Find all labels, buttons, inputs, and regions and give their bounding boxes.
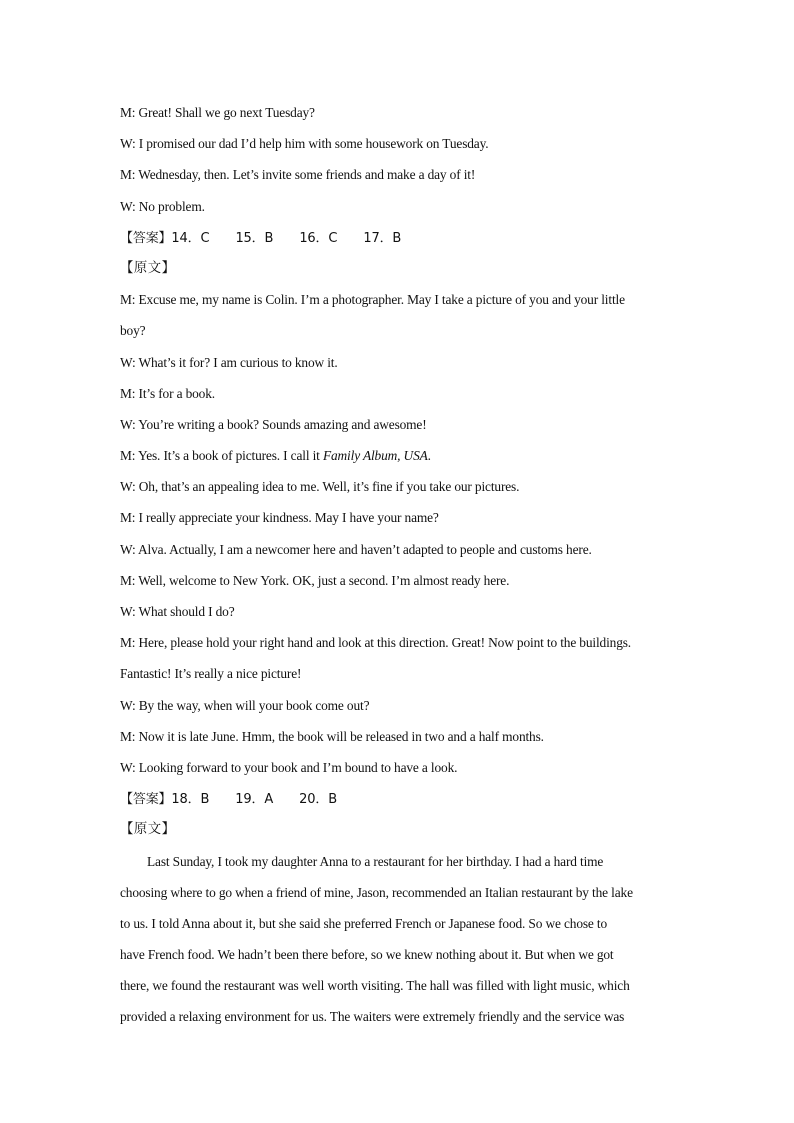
answer-row — [120, 222, 673, 253]
answer-item: 18．B — [171, 792, 210, 808]
dialogue-line — [120, 440, 673, 471]
dialogue-line: W: I promised our dad I’d help him with some housework on Tuesday. — [120, 136, 489, 152]
dialogue-line: M: Well, welcome to New York. OK, just a second. I’m almost ready here. — [120, 572, 510, 588]
passage-line: have French food. We hadn’t been there before, so we knew nothing about it. But when we got — [120, 947, 614, 963]
dialogue-line: W: No problem. — [120, 198, 205, 214]
document-body — [120, 97, 673, 1033]
dialogue-line: M: It’s for a book. — [120, 385, 215, 401]
dialogue-line: W: What should I do? — [120, 604, 235, 619]
dialogue-line: M: Excuse me, my name is Colin. I’m a photographer. May I take a picture of you and your little — [120, 292, 625, 308]
answer-item: 17．B — [363, 230, 402, 246]
book-title: Family Album, USA — [322, 448, 428, 464]
dialogue-line: W: By the way, when will your book come out? — [120, 697, 370, 713]
answer-label: 【答案】 — [120, 230, 172, 246]
answer-label: 【答案】 — [120, 792, 172, 808]
dialogue-line: M: Great! Shall we go next Tuesday? — [120, 105, 315, 120]
dialogue-line: M: Here, please hold your right hand and look at this direction. Great! Now point to the buildings. — [120, 635, 632, 651]
dialogue-line: W: You’re writing a book? Sounds amazing and awesome! — [120, 416, 427, 432]
passage-line: Last Sunday, I took my daughter Anna to a restaurant for her birthday. I had a hard time — [147, 853, 604, 869]
dialogue-line: W: Alva. Actually, I am a newcomer here and haven’t adapted to people and customs here. — [120, 541, 592, 557]
answer-item: 20．B — [299, 792, 337, 808]
dialogue-line: W: Looking forward to your book and I’m bound to have a look. — [120, 759, 458, 775]
answer-item: 19．A — [235, 792, 274, 808]
dialogue-line: boy? — [120, 323, 146, 339]
dialogue-line: W: Oh, that’s an appealing idea to me. Well, it’s fine if you take our pictures. — [120, 479, 520, 495]
dialogue-line: M: Wednesday, then. Let’s invite some friends and make a day of it! — [120, 167, 476, 183]
answer-row — [120, 783, 673, 814]
dialogue-line: M: I really appreciate your kindness. May I have your name? — [120, 510, 439, 526]
passage-line: choosing where to go when a friend of mine, Jason, recommended an Italian restaurant by the lake — [120, 884, 633, 900]
dialogue-line: Fantastic! It’s really a nice picture! — [120, 666, 302, 682]
dialogue-line: M: Now it is late June. Hmm, the book will be released in two and a half months. — [120, 728, 544, 744]
answer-item: 15．B — [235, 230, 274, 246]
dialogue-text: . — [427, 448, 431, 464]
dialogue-text: M: Yes. It’s a book of pictures. I call it — [120, 448, 323, 464]
passage-line: to us. I told Anna about it, but she said she preferred French or Japanese food. So we chose to — [120, 915, 608, 931]
original-text-label: 【原文】 — [120, 260, 176, 276]
original-text-label: 【原文】 — [120, 822, 176, 838]
dialogue-line: W: What’s it for? I am curious to know it. — [120, 354, 338, 370]
passage-line: provided a relaxing environment for us. The waiters were extremely friendly and the service was — [120, 1009, 625, 1025]
answer-item: 14．C — [171, 230, 210, 246]
passage-line: there, we found the restaurant was well worth visiting. The hall was filled with light music, which — [120, 978, 630, 994]
answer-item: 16．C — [299, 230, 338, 246]
